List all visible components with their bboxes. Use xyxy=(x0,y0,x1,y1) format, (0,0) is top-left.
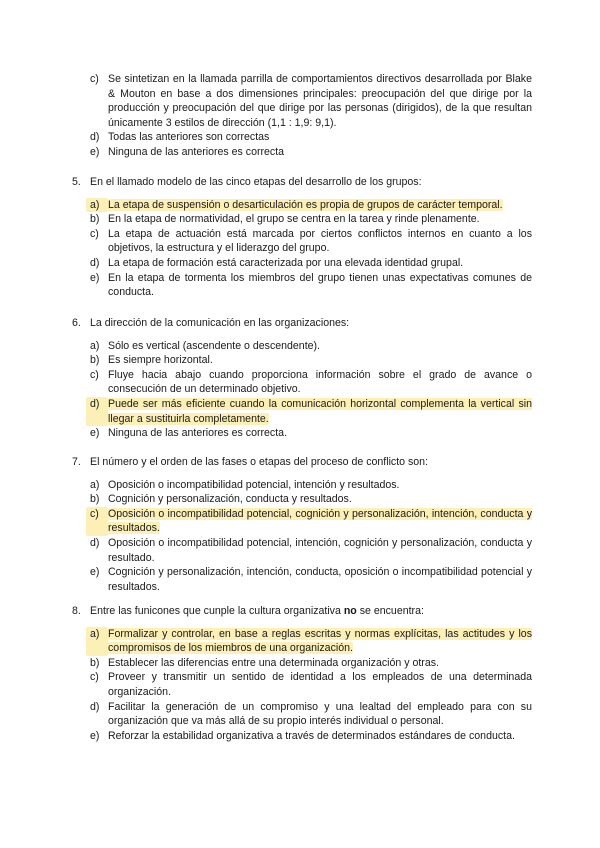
option-c: c) Fluye hacia abajo cuando proporciona información sobre el grado de avance o consecución de un determinado objetivo. xyxy=(90,368,532,396)
option-e: e) Ninguna de las anteriores es correcta xyxy=(90,145,285,158)
question-7 xyxy=(72,455,532,594)
option-e: e) Cognición y personalización, intención, conducta, oposición o incompatibilidad potencial y resultados. xyxy=(90,566,532,593)
option-e: e) Ninguna de las anteriores es correcta. xyxy=(90,427,288,440)
option-b: b) Establecer las diferencias entre una determinada organización y otras. xyxy=(90,656,439,669)
option-a: a) Oposición o incompatibilidad potencial, intención y resultados. xyxy=(90,478,400,491)
question-5 xyxy=(72,175,532,300)
option-e: e) Reforzar la estabilidad organizativa a través de determinados estándares de conducta. xyxy=(90,729,515,742)
option-c: c) Se sintetizan en la llamada parrilla de comportamientos directivos desarrollada por Blake & Mouton en base a dos dimensiones principales: preocupación del que dirige por la producción y preocupación del que dirige por las personas (dirigidos), de la que resultan únicamente 3 estilos de dirección (1,1 : 1,9: 9,1). xyxy=(90,73,532,129)
option-a: a) Sólo es vertical (ascendente o descendente). xyxy=(90,339,321,352)
question-8 xyxy=(72,604,532,743)
question-6 xyxy=(72,316,532,441)
question-7-stem: 7. El número y el orden de las fases o etapas del proceso de conflicto son: xyxy=(72,456,429,468)
option-b: b) Cognición y personalización, conducta y resultados. xyxy=(90,493,352,506)
question-5-stem: 5. En el llamado modelo de las cinco etapas del desarrollo de los grupos: xyxy=(72,176,422,188)
option-d: d) La etapa de formación está caracterizada por una elevada identidad grupal. xyxy=(90,256,464,269)
option-d: d) Facilitar la generación de un compromiso y una lealtad del empleado para con su organización que va más allá de su propio interés individual o personal. xyxy=(90,700,532,728)
question-8-stem: 8. Entre las funicones que cunple la cultura organizativa no se encuentra: xyxy=(72,605,424,617)
option-b: b) Es siempre horizontal. xyxy=(90,354,213,367)
option-d: d) Oposición o incompatibilidad potencial, intención, cognición y personalización, conducta y resultado. xyxy=(90,536,532,564)
option-a-highlighted: a) Formalizar y controlar, en base a reglas escritas y normas explícitas, las actitudes y los compromisos de los miembros de una organización. xyxy=(86,627,532,656)
option-e: e) En la etapa de tormenta los miembros del grupo tienen unas expectativas comunes de conducta. xyxy=(90,271,532,299)
option-c: c) Proveer y transmitir un sentido de identidad a los empleados de una determinada organización. xyxy=(90,671,532,698)
option-c-highlighted: c) Oposición o incompatibilidad potencial, cognición y personalización, intención, conducta y resultados. xyxy=(86,507,532,536)
option-d: d) Todas las anteriores son correctas xyxy=(90,131,270,144)
question-4-continued xyxy=(72,72,532,160)
option-c: c) La etapa de actuación está marcada por ciertos conflictos internos en cuanto a los objetivos, la estructura y el liderazgo del grupo. xyxy=(90,227,532,255)
option-b: b) En la etapa de normatividad, el grupo se centra en la tarea y rinde plenamente. xyxy=(90,213,480,226)
option-a-highlighted: a) La etapa de suspensión o desarticulación es propia de grupos de carácter temporal. xyxy=(86,198,532,213)
question-6-stem: 6. La dirección de la comunicación en las organizaciones: xyxy=(72,317,350,329)
option-d-highlighted: d) Puede ser más eficiente cuando la comunicación horizontal complementa la vertical sin llegar a sustituirla completamente. xyxy=(86,397,532,426)
